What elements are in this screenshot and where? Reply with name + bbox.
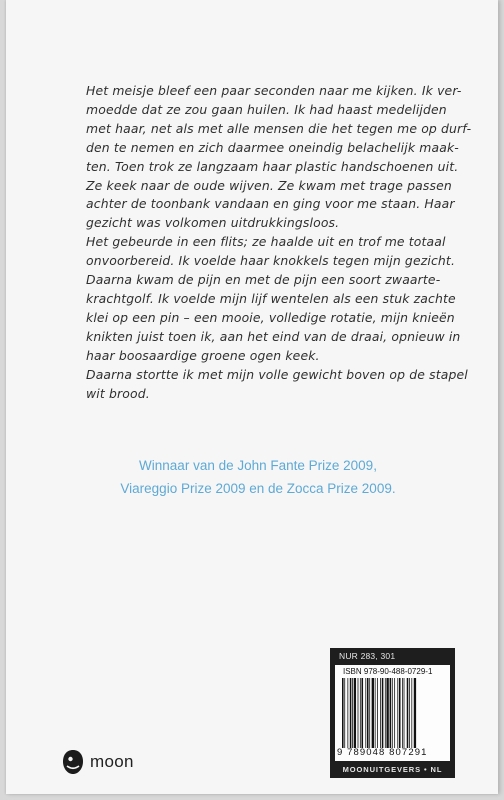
barcode-digits: 9 789048 807291	[337, 747, 428, 758]
barcode-bars	[341, 678, 445, 748]
back-cover	[6, 0, 498, 794]
barcode-panel	[330, 648, 455, 778]
publisher-logo	[62, 749, 134, 775]
excerpt-line: met haar, net als met alle mensen die het tegen me op durf-	[86, 120, 472, 136]
excerpt-line: Daarna kwam de pijn en met de pijn een soort zwaarte-	[86, 272, 441, 288]
excerpt-line: Het gebeurde in een flits; ze haalde uit en trof me totaal	[86, 234, 446, 250]
award-line: Viareggio Prize 2009 en de Zocca Prize 2009.	[120, 481, 396, 496]
award-line: Winnaar van de John Fante Prize 2009,	[139, 458, 377, 473]
excerpt-line: moedde dat ze zou gaan huilen. Ik had haast medelijden	[86, 101, 447, 117]
excerpt-line: den te nemen en zich daarmee oneindig belachelijk maak-	[86, 139, 459, 155]
nur-code: NUR 283, 301	[339, 651, 396, 661]
excerpt-line: onvoorbereid. Ik voelde haar knokkels tegen mijn gezicht.	[86, 253, 456, 269]
excerpt-line: krachtgolf. Ik voelde mijn lijf wentelen als een stuk zachte	[86, 290, 456, 306]
excerpt-line: klei op een pin – een mooie, volledige rotatie, mijn knieën	[86, 309, 455, 325]
excerpt-line: ten. Toen trok ze langzaam haar plastic handschoenen uit.	[86, 158, 459, 174]
excerpt-line: wit brood.	[86, 385, 150, 401]
moon-logo-icon	[62, 749, 84, 775]
publisher-name: moon	[90, 752, 134, 771]
award-text	[6, 454, 504, 500]
excerpt-line: Het meisje bleef een paar seconden naar me kijken. Ik ver-	[86, 83, 462, 98]
isbn-text: ISBN 978-90-488-0729-1	[343, 667, 433, 676]
excerpt-line: Daarna stortte ik met mijn volle gewicht boven op de stapel	[86, 366, 468, 382]
publisher-website: MOONUITGEVERS • NL	[342, 765, 443, 774]
excerpt-line: knikten juist toen ik, aan het eind van de draai, opnieuw in	[86, 328, 461, 344]
excerpt-line: Ze keek naar de oude wijven. Ze kwam met trage passen	[86, 177, 452, 193]
excerpt-line: haar boosaardige groene ogen keek.	[86, 347, 320, 363]
excerpt-text	[86, 82, 472, 403]
excerpt-line: achter de toonbank vandaan en ging voor me staan. Haar	[86, 196, 455, 212]
excerpt-line: gezicht was volkomen uitdrukkingsloos.	[86, 215, 340, 231]
barcode-area	[335, 665, 450, 761]
